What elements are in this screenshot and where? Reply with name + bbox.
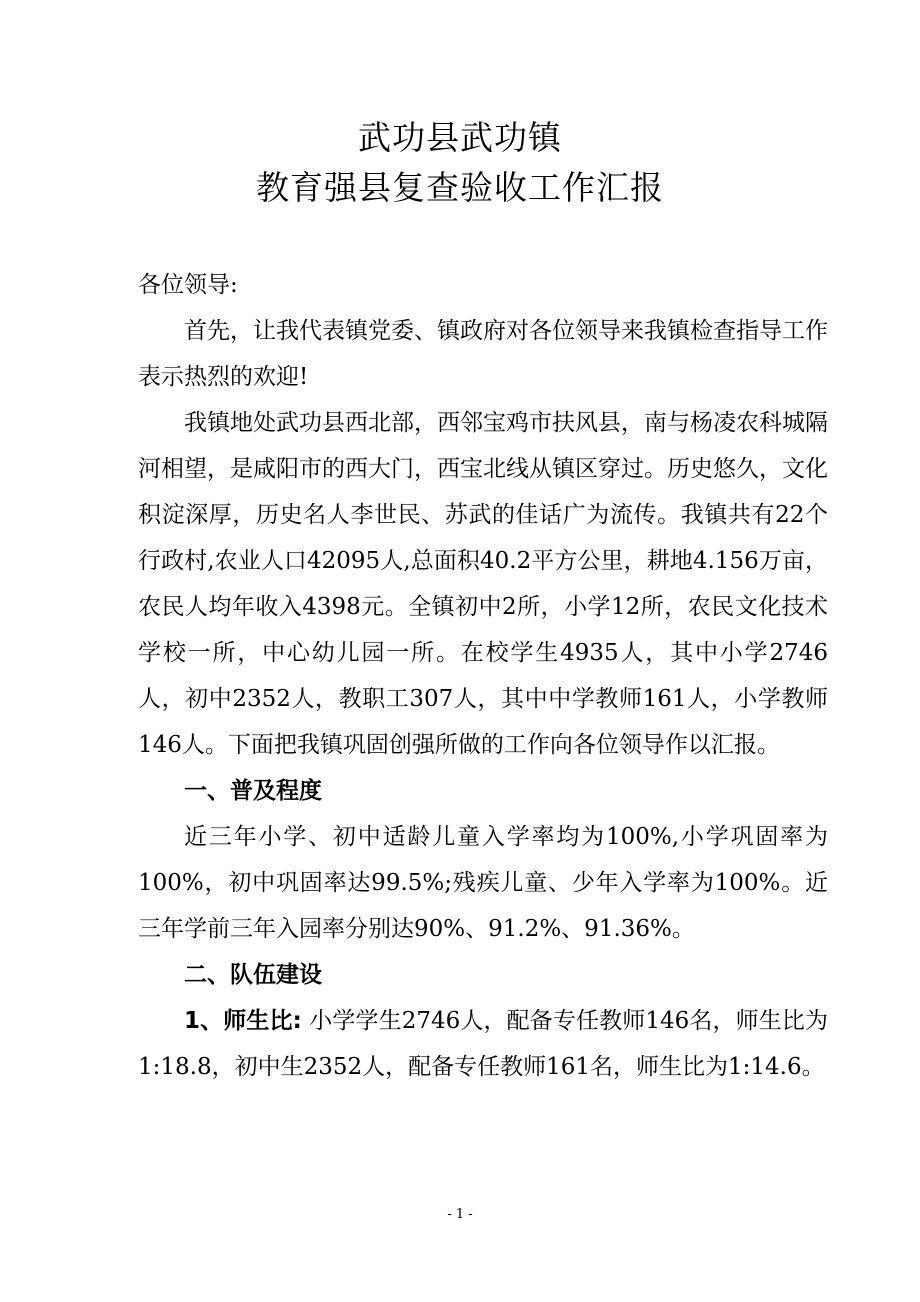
document-title (0, 113, 920, 213)
overview-paragraph: 我镇地处武功县西北部，西邻宝鸡市扶风县，南与杨凌农科城隔河相望，是咸阳市的西大门，西宝北线从镇区穿过。历史悠久，文化积淀深厚，历史名人李世民、苏武的佳话广为流传。我镇共有22个行政村,农业人口42095人,总面积40.2平方公里，耕地4.156万亩，农民人均年收入4398元。全镇初中2所，小学12所，农民文化技术学校一所，中心幼儿园一所。在校学生4935人，其中小学2746人，初中2352人，教职工307人，其中中学教师161人，小学教师146人。下面把我镇巩固创强所做的工作向各位领导作以汇报。 (138, 410, 828, 758)
section-heading-coverage: 一、普及程度 (184, 778, 322, 804)
ratio-paragraph (138, 998, 828, 1090)
welcome-paragraph: 首先，让我代表镇党委、镇政府对各位领导来我镇检查指导工作表示热烈的欢迎! (138, 318, 828, 390)
coverage-paragraph: 近三年小学、初中适龄儿童入学率均为100%,小学巩固率为100%，初中巩固率达99.5%;残疾儿童、少年入学率为100%。近三年学前三年入园率分别达90%、91.2%、91.36%。 (138, 824, 828, 942)
title-line-2: 教育强县复查验收工作汇报 (256, 168, 664, 207)
section-heading-staff: 二、队伍建设 (184, 962, 322, 988)
ratio-label: 1、师生比: (184, 1008, 302, 1034)
page-number: - 1 - (447, 1207, 473, 1222)
ratio-text: 小学学生2746人，配备专任教师146名，师生比为1:18.8，初中生2352人，配备专任教师161名，师生比为1:14.6。 (138, 1008, 828, 1080)
document-body (138, 262, 828, 1090)
title-line-1: 武功县武功镇 (358, 118, 562, 157)
salutation: 各位领导: (138, 272, 238, 298)
